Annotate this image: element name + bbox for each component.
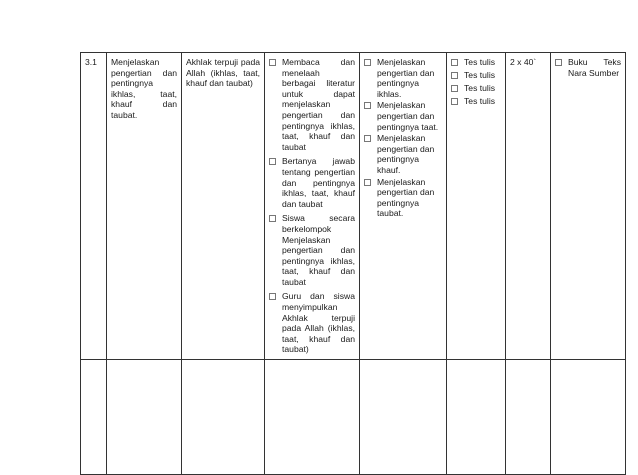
checkbox-icon [451, 85, 458, 92]
time-cell: 2 x 40` [506, 53, 551, 360]
sources-cell [551, 53, 626, 360]
checkbox-icon [269, 158, 276, 165]
checkbox-icon [269, 215, 276, 222]
empty-cell [360, 360, 447, 475]
checkbox-icon [364, 102, 371, 109]
checkbox-icon [364, 135, 371, 142]
checkbox-icon [364, 179, 371, 186]
list-item: Tes tulis [451, 96, 501, 107]
material-cell: Akhlak terpuji pada Allah (ikhlas, taat, khauf dan taubat) [182, 53, 265, 360]
empty-cell [81, 360, 107, 475]
list-item: Menjelaskan pengertian dan pentingnya taubat. [364, 177, 442, 219]
list-item: Tes tulis [451, 70, 501, 81]
list-item: Tes tulis [451, 83, 501, 94]
empty-cell [447, 360, 506, 475]
checkbox-icon [269, 293, 276, 300]
empty-cell [506, 360, 551, 475]
competency-number: 3.1 [81, 53, 107, 360]
list-item: Buku Teks Nara Sumber [555, 57, 621, 78]
list-item: Bertanya jawab tentang pengertian dan pentingnya ikhlas, taat, khauf dan taubat [269, 156, 355, 209]
indicators-cell [360, 53, 447, 360]
checkbox-icon [269, 59, 276, 66]
indicator-cell: Menjelaskan pengertian dan pentingnya ikhlas, taat, khauf dan taubat. [107, 53, 182, 360]
checkbox-icon [451, 59, 458, 66]
list-item: Menjelaskan pengertian dan pentingnya ikhlas. [364, 57, 442, 99]
assessment-cell [447, 53, 506, 360]
empty-cell [551, 360, 626, 475]
checkbox-icon [451, 72, 458, 79]
empty-cell [182, 360, 265, 475]
table-row [81, 53, 626, 360]
list-item: Membaca dan menelaah berbagai literatur untuk dapat menjelaskan pengertian dan pentingnya ikhlas, taat, khauf dan taubat [269, 57, 355, 152]
table-row [81, 360, 626, 475]
list-item: Tes tulis [451, 57, 501, 68]
checkbox-icon [555, 59, 562, 66]
list-item: Menjelaskan pengertian dan pentingnya taat. [364, 100, 442, 132]
activities-cell [265, 53, 360, 360]
checkbox-icon [364, 59, 371, 66]
list-item: Siswa secara berkelompok Menjelaskan pengertian dan pentingnya ikhlas, taat, khauf dan taubat [269, 213, 355, 287]
empty-cell [107, 360, 182, 475]
checkbox-icon [451, 98, 458, 105]
list-item: Guru dan siswa menyimpulkan Akhlak terpuji pada Allah (ikhlas, taat, khauf dan taubat) [269, 291, 355, 355]
empty-cell [265, 360, 360, 475]
list-item: Menjelaskan pengertian dan pentingnya khauf. [364, 133, 442, 175]
syllabus-table [80, 52, 626, 475]
